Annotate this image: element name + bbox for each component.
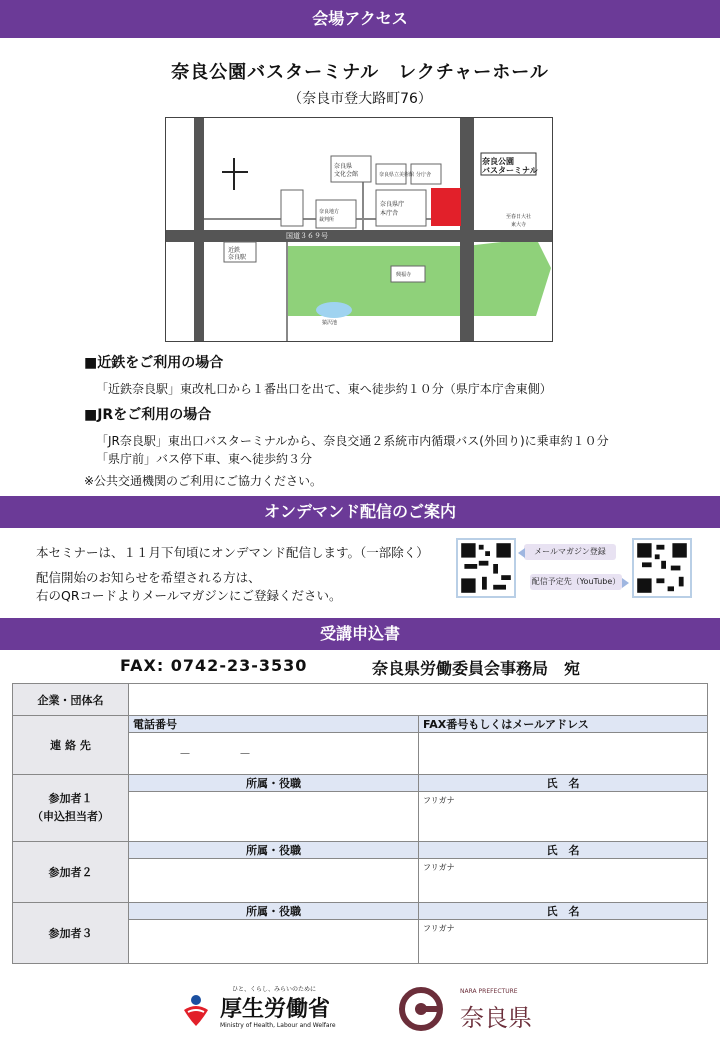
mhlw-name: 厚生労働省	[220, 997, 331, 1022]
svg-text:奈良公園: 奈良公園	[482, 157, 514, 166]
sarusawa-pond	[316, 302, 352, 318]
fax-mail-header: FAX番号もしくはメールアドレス	[419, 716, 708, 733]
svg-text:近鉄: 近鉄	[228, 247, 241, 254]
p2-name-field[interactable]: フリガナ	[419, 859, 708, 903]
ondemand-line-1: 本セミナーは、１１月下旬頃にオンデマンド配信します。（一部除く）	[36, 545, 429, 560]
mhlw-english: Ministry of Health, Labour and Welfare	[220, 1022, 336, 1029]
mail-qr-frame[interactable]	[456, 538, 516, 598]
kintetsu-heading: ■近鉄をご利用の場合	[84, 355, 224, 371]
p2-dept-field[interactable]	[129, 859, 419, 903]
youtube-qr-frame[interactable]	[632, 538, 692, 598]
road-169	[460, 118, 474, 342]
svg-text:奈良駅: 奈良駅	[228, 254, 247, 261]
left-arrow-icon	[518, 548, 525, 558]
phone-field[interactable]: － －	[129, 733, 419, 775]
venue-title: 奈良公園バスターミナル レクチャーホール	[171, 62, 549, 83]
svg-text:猿沢池: 猿沢池	[322, 320, 338, 326]
access-map	[165, 117, 553, 342]
mail-qr-code[interactable]	[458, 540, 514, 596]
p3-name-field[interactable]: フリガナ	[419, 920, 708, 964]
p2-name-header: 氏 名	[419, 842, 708, 859]
svg-text:至春日大社: 至春日大社	[506, 214, 532, 220]
svg-text:国道３６９号: 国道３６９号	[286, 232, 328, 240]
transit-note: ※公共交通機関のご利用にご協力ください。	[84, 474, 323, 488]
svg-text:裁判所: 裁判所	[319, 217, 335, 223]
road-369	[166, 230, 553, 242]
svg-text:東大寺: 東大寺	[511, 222, 527, 228]
participant1-label	[13, 775, 129, 842]
fax-recipient: 奈良県労働委員会事務局 宛	[372, 659, 581, 678]
svg-text:バスターミナル: バスターミナル	[482, 166, 538, 175]
mhlw-logo	[176, 984, 366, 1034]
fax-mail-field[interactable]	[419, 733, 708, 775]
participant1-subtitle: （申込担当者）	[32, 810, 109, 823]
participant3-label: 参加者３	[13, 903, 129, 964]
company-label: 企業・団体名	[13, 684, 129, 716]
p3-name-header: 氏 名	[419, 903, 708, 920]
svg-text:奈良県: 奈良県	[334, 163, 353, 170]
participant2-label: 参加者２	[13, 842, 129, 903]
svg-text:奈良地方: 奈良地方	[319, 209, 340, 215]
nara-emblem-icon	[398, 986, 444, 1032]
kintetsu-directions: 「近鉄奈良駅」東改札口から１番出口を出て、東へ徒歩約１０分（県庁本庁舎東側）	[96, 382, 552, 396]
p1-dept-header: 所属・役職	[129, 775, 419, 792]
map-graphic	[166, 118, 553, 342]
nara-name: 奈良県	[460, 1004, 532, 1032]
pref-office-block	[376, 190, 426, 226]
jr-heading: ■JRをご利用の場合	[84, 407, 212, 423]
youtube-qr-code[interactable]	[634, 540, 690, 596]
svg-text:文化会館: 文化会館	[334, 171, 359, 178]
venue-address: （奈良市登大路町76）	[288, 91, 432, 107]
nara-logo	[398, 986, 558, 1034]
right-arrow-icon	[622, 578, 629, 588]
p1-name-header: 氏 名	[419, 775, 708, 792]
svg-text:本庁舎: 本庁舎	[380, 210, 399, 217]
access-header: 会場アクセス	[0, 0, 720, 38]
svg-text:奈良県庁: 奈良県庁	[380, 201, 405, 208]
ondemand-line-2: 配信開始のお知らせを希望される方は、	[36, 570, 261, 585]
park-area-east	[466, 238, 551, 316]
svg-text:分庁舎: 分庁舎	[416, 172, 432, 178]
p1-dept-field[interactable]	[129, 792, 419, 842]
company-field[interactable]	[129, 684, 708, 716]
application-header: 受講申込書	[0, 618, 720, 650]
ondemand-header: オンデマンド配信のご案内	[0, 496, 720, 528]
mhlw-tagline: ひと、くらし、みらいのために	[232, 986, 317, 993]
phone-header: 電話番号	[129, 716, 419, 733]
svg-text:興福寺: 興福寺	[396, 272, 412, 278]
jr-directions-1: 「JR奈良駅」東出口バスターミナルから、奈良交通２系統市内循環バス(外回り)に乗車約１０分	[96, 434, 609, 448]
p2-dept-header: 所属・役職	[129, 842, 419, 859]
svg-text:奈良県立美術館: 奈良県立美術館	[379, 172, 415, 178]
nara-english: NARA PREFECTURE	[460, 988, 518, 995]
mail-magazine-label: メールマガジン登録	[524, 544, 616, 560]
venue-marker	[431, 188, 461, 226]
p1-name-field[interactable]: フリガナ	[419, 792, 708, 842]
p3-dept-field[interactable]	[129, 920, 419, 964]
road-yasuragi	[194, 118, 204, 342]
youtube-label: 配信予定先（YouTube）	[530, 574, 622, 590]
ondemand-line-3: 右のQRコードよりメールマガジンにご登録ください。	[36, 588, 342, 603]
participant1-title: 参加者１	[48, 792, 93, 805]
contact-label: 連 絡 先	[13, 716, 129, 775]
jr-directions-2: 「県庁前」バス停下車、東へ徒歩約３分	[96, 452, 313, 466]
application-form	[12, 683, 708, 964]
fax-number: FAX: 0742-23-3530	[120, 656, 308, 675]
mhlw-emblem-icon	[176, 990, 216, 1030]
p3-dept-header: 所属・役職	[129, 903, 419, 920]
